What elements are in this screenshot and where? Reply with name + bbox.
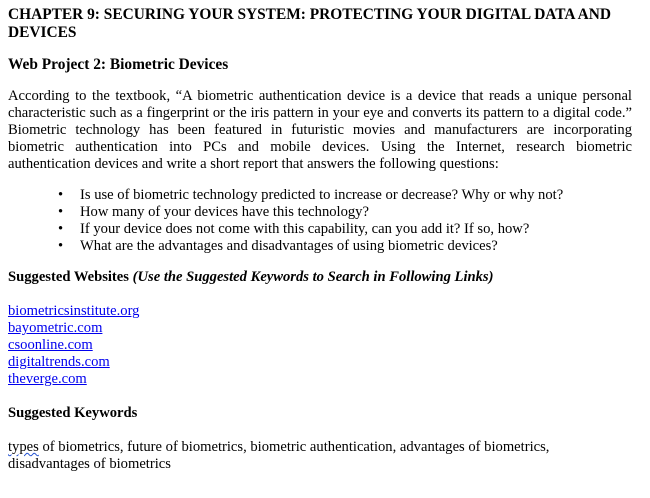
spellcheck-word: types [8,439,39,455]
link-bayometric[interactable]: bayometric.com [8,320,103,336]
list-item [56,204,632,221]
question-text: How many of your devices have this technology? [80,204,369,220]
question-text: If your device does not come with this capability, can you add it? If so, how? [80,221,530,237]
question-text: What are the advantages and disadvantages of using biometric devices? [80,238,498,254]
list-item [56,221,632,238]
link-csoonline[interactable]: csoonline.com [8,337,93,353]
suggested-keywords-text [8,439,632,473]
list-item [56,238,632,255]
link-biometricsinstitute[interactable]: biometricsinstitute.org [8,303,140,319]
suggested-websites-note: (Use the Suggested Keywords to Search in Following Links) [132,269,494,285]
questions-list [8,187,632,255]
intro-paragraph: According to the textbook, “A biometric authentication device is a device that reads a unique personal characteristic such as a fingerprint or the iris pattern in your eye and converts its pattern to a digital code.” Biometric technology has been featured in futuristic movies and manufacturers are incorporating biometric authentication into PCs and mobile devices. Using the Internet, research biometric authentication devices and write a short report that answers the following questions: [8,88,632,172]
list-item [56,187,632,204]
suggested-keywords-heading: Suggested Keywords [8,405,138,421]
bullet-icon: • [58,221,64,237]
bullet-icon: • [58,238,64,254]
bullet-icon: • [58,204,64,220]
project-title: Web Project 2: Biometric Devices [8,56,229,73]
bullet-icon: • [58,187,64,203]
keywords-rest: of biometrics, future of biometrics, biometric authentication, advantages of biometrics, disadvantages of biometrics [8,439,550,472]
suggested-websites-heading [8,269,632,286]
suggested-websites-label: Suggested Websites [8,269,129,285]
link-theverge[interactable]: theverge.com [8,371,87,387]
link-digitaltrends[interactable]: digitaltrends.com [8,354,110,370]
website-links [8,303,632,388]
chapter-title: CHAPTER 9: SECURING YOUR SYSTEM: PROTECTING YOUR DIGITAL DATA AND DEVICES [8,6,612,41]
question-text: Is use of biometric technology predicted to increase or decrease? Why or why not? [80,187,564,203]
